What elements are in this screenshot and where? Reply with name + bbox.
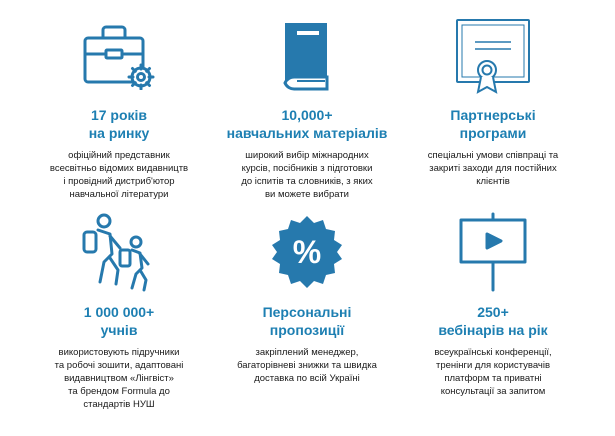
feature-desc-line: до іспитів та словників, з яких (241, 176, 373, 187)
feature-description (398, 149, 588, 188)
feature-title-line-1: 10,000+ (281, 107, 333, 123)
svg-text:%: % (292, 234, 322, 270)
certificate-icon (398, 12, 588, 98)
feature-desc-line: стандартів НУШ (83, 399, 155, 410)
feature-desc-line: та робочі зошити, адаптовані (54, 360, 184, 371)
briefcase-gear-icon (24, 12, 214, 98)
feature-title (398, 106, 588, 142)
feature-desc-line: платформ та приватні (444, 373, 542, 384)
feature-desc-line: закріплений менеджер, (255, 347, 359, 358)
feature-title-line-2: навчальних матеріалів (226, 125, 388, 141)
feature-desc-line: доставка по всій Україні (254, 373, 360, 384)
feature-title (24, 303, 214, 339)
feature-title-line-2: на ринку (88, 125, 150, 141)
feature-title-line-2: програми (459, 125, 527, 141)
feature-desc-line: офіційний представник (68, 150, 170, 161)
percent-badge-icon (212, 209, 402, 295)
feature-desc-line: видавництвом «Лінгвіст» (64, 373, 174, 384)
book-icon (212, 12, 402, 98)
feature-card-webinars (398, 209, 588, 398)
students-icon (24, 209, 214, 295)
feature-title-line-1: 250+ (477, 304, 509, 320)
feature-title-line-1: Персональні (262, 304, 352, 320)
feature-title-line-2: вебінарів на рік (438, 322, 548, 338)
feature-description (212, 149, 402, 201)
feature-desc-line: широкий вибір міжнародних (245, 150, 369, 161)
feature-desc-line: клієнтів (476, 176, 510, 187)
feature-title (212, 106, 402, 142)
feature-desc-line: та брендом Formula до (68, 386, 170, 397)
feature-card-materials (212, 12, 402, 201)
feature-desc-line: курсів, посібників з підготовки (241, 163, 373, 174)
feature-desc-line: багаторівневі знижки та швидка (237, 360, 377, 371)
feature-desc-line: і провідний дистриб'ютор (63, 176, 175, 187)
feature-title-line-1: Партнерські (450, 107, 536, 123)
feature-desc-line: ви можете вибрати (264, 189, 349, 200)
feature-title-line-2: пропозиції (269, 322, 345, 338)
feature-card-students (24, 209, 214, 411)
feature-description (24, 149, 214, 201)
feature-description (398, 346, 588, 398)
feature-desc-line: навчальної літератури (69, 189, 169, 200)
feature-card-partners (398, 12, 588, 188)
presentation-screen-icon (398, 209, 588, 295)
feature-title-line-1: 17 років (90, 107, 148, 123)
feature-desc-line: закриті заходи для постійних (429, 163, 557, 174)
feature-title (212, 303, 402, 339)
feature-card-years (24, 12, 214, 201)
feature-desc-line: консультації за запитом (440, 386, 546, 397)
feature-title (398, 303, 588, 339)
feature-desc-line: всесвітньо відомих видавництв (49, 163, 189, 174)
feature-title (24, 106, 214, 142)
feature-card-offers (212, 209, 402, 385)
feature-desc-line: спеціальні умови співпраці та (427, 150, 559, 161)
feature-description (24, 346, 214, 411)
feature-description (212, 346, 402, 385)
feature-desc-line: використовують підручники (58, 347, 180, 358)
feature-title-line-1: 1 000 000+ (83, 304, 155, 320)
feature-desc-line: тренінги для користувачів (435, 360, 551, 371)
feature-desc-line: всеукраїнські конференції, (434, 347, 552, 358)
feature-title-line-2: учнів (100, 322, 138, 338)
